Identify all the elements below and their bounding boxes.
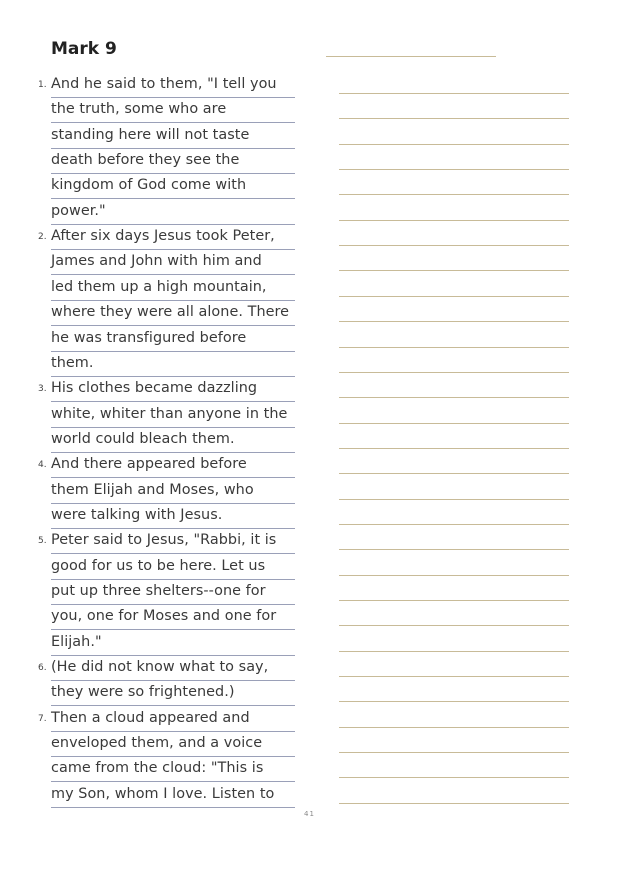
title-writing-line bbox=[326, 56, 496, 57]
writing-line bbox=[339, 321, 569, 322]
writing-line bbox=[339, 118, 569, 119]
verse-text-line: death before they see the bbox=[51, 149, 295, 174]
verse-number: 3. bbox=[38, 384, 47, 395]
writing-line bbox=[339, 549, 569, 550]
page-title: Mark 9 bbox=[51, 39, 117, 59]
verse-text-line: the truth, some who are bbox=[51, 98, 295, 123]
verse-text-line: were talking with Jesus. bbox=[51, 504, 295, 529]
verse-text-line: he was transfigured before bbox=[51, 327, 295, 352]
writing-line bbox=[339, 524, 569, 525]
writing-line bbox=[339, 144, 569, 145]
writing-line bbox=[339, 499, 569, 500]
writing-line bbox=[339, 676, 569, 677]
verse-text-line: came from the cloud: "This is bbox=[51, 757, 295, 782]
writing-line bbox=[339, 448, 569, 449]
verse-text-line: put up three shelters--one for bbox=[51, 580, 295, 605]
verse-text-line: good for us to be here. Let us bbox=[51, 555, 295, 580]
verse-number: 7. bbox=[38, 713, 47, 724]
verse-text-line: Then a cloud appeared and bbox=[51, 707, 295, 732]
writing-line bbox=[339, 727, 569, 728]
page-footer: 41 bbox=[304, 810, 315, 818]
writing-line bbox=[339, 575, 569, 576]
verse-text-line: And there appeared before bbox=[51, 453, 295, 478]
verse-text-line: my Son, whom I love. Listen to bbox=[51, 783, 295, 808]
writing-line bbox=[339, 93, 569, 94]
verse-text-line: enveloped them, and a voice bbox=[51, 732, 295, 757]
writing-line bbox=[339, 169, 569, 170]
writing-line bbox=[339, 347, 569, 348]
writing-line bbox=[339, 473, 569, 474]
writing-line bbox=[339, 245, 569, 246]
verse-text-line: world could bleach them. bbox=[51, 428, 295, 453]
verse-number: 1. bbox=[38, 80, 47, 90]
writing-line bbox=[339, 777, 569, 778]
verse-text-line: James and John with him and bbox=[51, 250, 295, 275]
verse-text-line: they were so frightened.) bbox=[51, 681, 295, 706]
verse-text-line: Peter said to Jesus, "Rabbi, it is bbox=[51, 529, 295, 554]
writing-line bbox=[339, 220, 569, 221]
verse-text-line: (He did not know what to say, bbox=[51, 656, 295, 681]
verse-number: 2. bbox=[38, 232, 47, 243]
writing-line bbox=[339, 752, 569, 753]
verse-number: 6. bbox=[38, 663, 47, 674]
verse-text-line: you, one for Moses and one for bbox=[51, 605, 295, 630]
verse-text-line: His clothes became dazzling bbox=[51, 377, 295, 402]
writing-line bbox=[339, 270, 569, 271]
verse-text-line: Elijah." bbox=[51, 631, 295, 656]
writing-line bbox=[339, 397, 569, 398]
verse-text-line: And he said to them, "I tell you bbox=[51, 73, 295, 98]
verse-text-line: where they were all alone. There bbox=[51, 301, 295, 326]
writing-line bbox=[339, 600, 569, 601]
verse-number: 5. bbox=[38, 536, 47, 547]
writing-line bbox=[339, 296, 569, 297]
verse-text-line: standing here will not taste bbox=[51, 124, 295, 149]
writing-line bbox=[339, 701, 569, 702]
writing-line bbox=[339, 423, 569, 424]
verse-text-line: white, whiter than anyone in the bbox=[51, 403, 295, 428]
writing-line bbox=[339, 625, 569, 626]
verse-text-line: After six days Jesus took Peter, bbox=[51, 225, 295, 250]
writing-line bbox=[339, 194, 569, 195]
verse-number: 4. bbox=[38, 460, 47, 471]
writing-line bbox=[339, 651, 569, 652]
verse-text-line: kingdom of God come with bbox=[51, 174, 295, 199]
verse-text-line: power." bbox=[51, 200, 295, 225]
writing-line bbox=[339, 803, 569, 804]
verse-text-line: them Elijah and Moses, who bbox=[51, 479, 295, 504]
verse-text-line: led them up a high mountain, bbox=[51, 276, 295, 301]
verse-text-line: them. bbox=[51, 352, 295, 377]
writing-line bbox=[339, 372, 569, 373]
